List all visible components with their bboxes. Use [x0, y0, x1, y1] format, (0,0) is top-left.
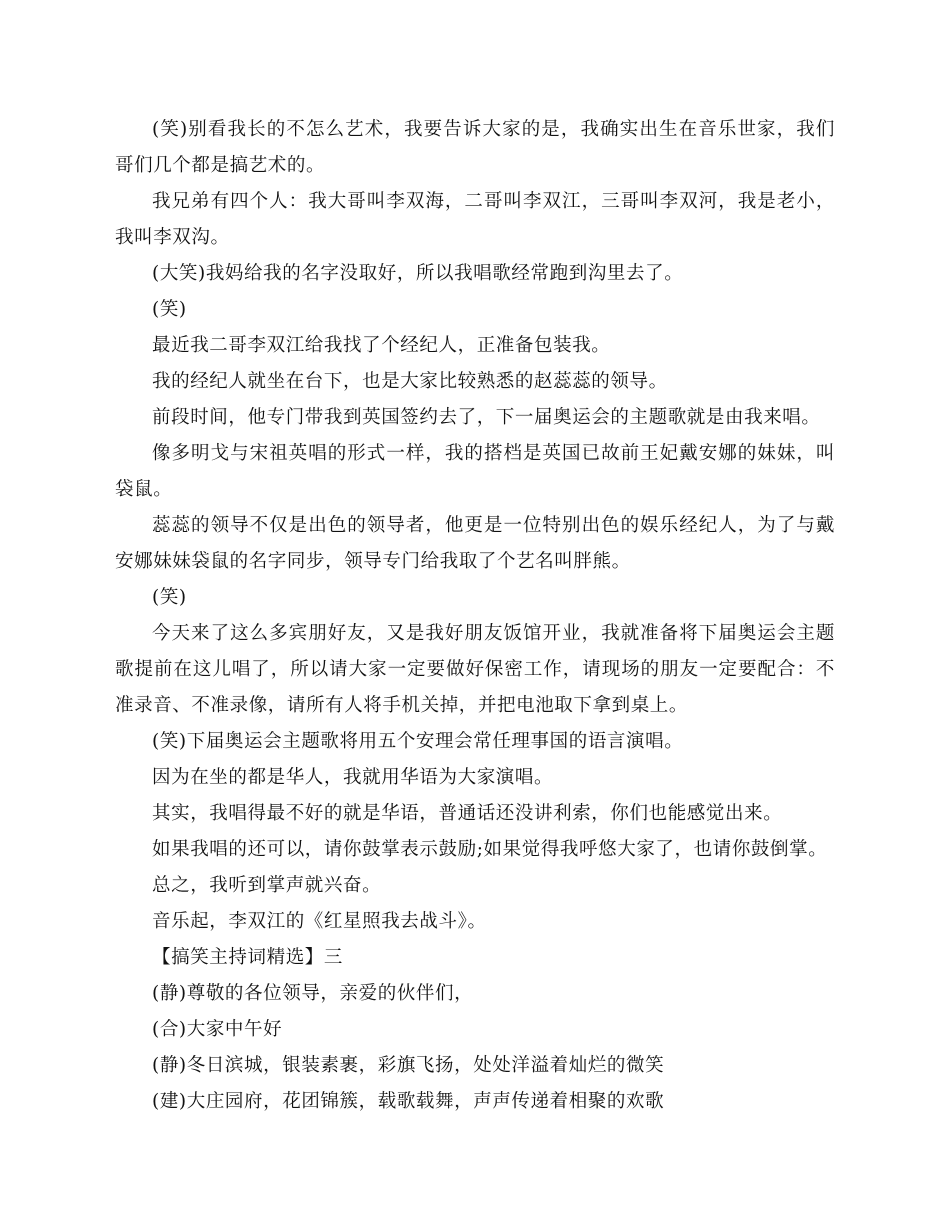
paragraph: 因为在坐的都是华人，我就用华语为大家演唱。 [152, 767, 554, 788]
paragraph: 我兄弟有四个人：我大哥叫李双海，二哥叫李双江，三哥叫李双河，我是老小，我叫李双沟。 [115, 191, 835, 248]
section-heading: 【搞笑主持词精选】三 [152, 947, 344, 968]
paragraph: 音乐起，李双江的《红星照我去战斗》。 [152, 911, 487, 932]
paragraph: (静)尊敬的各位领导，亲爱的伙伴们， [152, 983, 474, 1004]
paragraph: 像多明戈与宋祖英唱的形式一样，我的搭档是英国已故前王妃戴安娜的妹妹，叫袋鼠。 [115, 443, 835, 500]
paragraph: (静)冬日滨城，银装素裹，彩旗飞扬，处处洋溢着灿烂的微笑 [152, 1055, 665, 1076]
paragraph: (合)大家中午好 [152, 1019, 283, 1040]
paragraph: 我的经纪人就坐在台下，也是大家比较熟悉的赵蕊蕊的领导。 [152, 371, 668, 392]
paragraph: (笑) [152, 587, 187, 608]
paragraph: (大笑)我妈给我的名字没取好，所以我唱歌经常跑到沟里去了。 [152, 263, 684, 284]
paragraph: (建)大庄园府，花团锦簇，载歌载舞，声声传递着相聚的欢歌 [152, 1091, 665, 1112]
paragraph: (笑) [152, 299, 187, 320]
paragraph: 蕊蕊的领导不仅是出色的领导者，他更是一位特别出色的娱乐经纪人，为了与戴安娜妹妹袋鼠的名字同步，领导专门给我取了个艺名叫胖熊。 [115, 515, 835, 572]
paragraph: 前段时间，他专门带我到英国签约去了，下一届奥运会的主题歌就是由我来唱。 [152, 407, 821, 428]
paragraph: 今天来了这么多宾朋好友，又是我好朋友饭馆开业，我就准备将下届奥运会主题歌提前在这儿唱了，所以请大家一定要做好保密工作，请现场的朋友一定要配合：不准录音、不准录像，请所有人将手机关掉，并把电池取下拿到桌上。 [115, 623, 835, 716]
paragraph: 最近我二哥李双江给我找了个经纪人，正准备包装我。 [152, 335, 611, 356]
paragraph: (笑)别看我长的不怎么艺术，我要告诉大家的是，我确实出生在音乐世家，我们哥们几个都是搞艺术的。 [115, 119, 835, 176]
document-body [115, 112, 835, 1120]
paragraph: 其实，我唱得最不好的就是华语，普通话还没讲利索，你们也能感觉出来。 [152, 803, 783, 824]
paragraph: 如果我唱的还可以，请你鼓掌表示鼓励;如果觉得我呼悠大家了，也请你鼓倒掌。 [152, 839, 828, 860]
paragraph: 总之，我听到掌声就兴奋。 [152, 875, 382, 896]
paragraph: (笑)下届奥运会主题歌将用五个安理会常任理事国的语言演唱。 [152, 731, 684, 752]
